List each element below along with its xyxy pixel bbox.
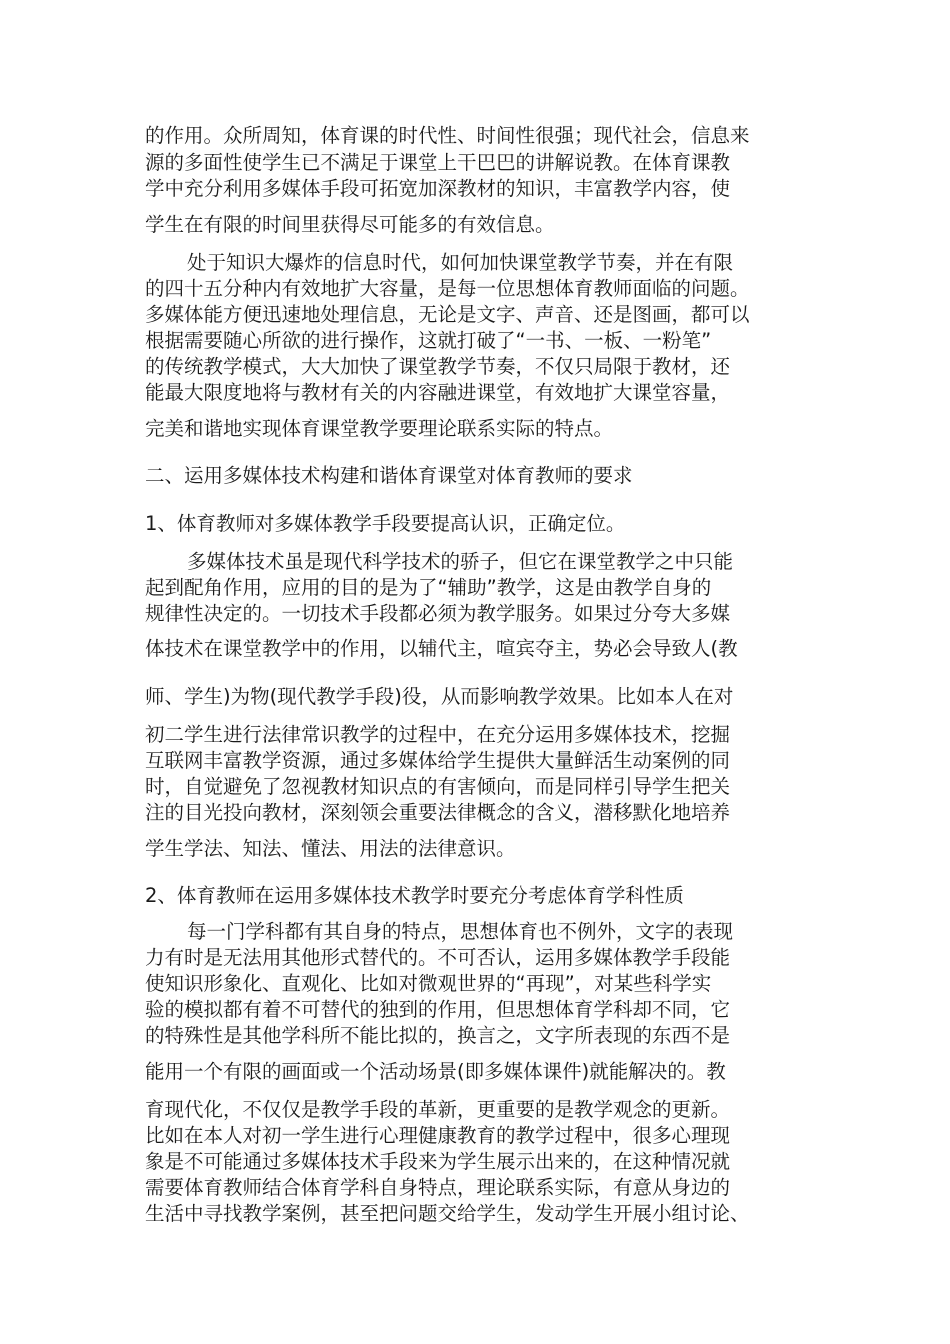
paragraph-line: 生活中寻找教学案例，甚至把问题交给学生，发动学生开展小组讨论、 xyxy=(145,1202,750,1225)
paragraph-line: 的特殊性是其他学科所不能比拟的，换言之，文字所表现的东西不是 xyxy=(145,1024,731,1047)
paragraph-line: 多媒体能方便迅速地处理信息，无论是文字、声音、还是图画，都可以 xyxy=(145,303,750,326)
paragraph-line: 每一门学科都有其自身的特点，思想体育也不例外，文字的表现 xyxy=(187,920,734,943)
paragraph-line: 比如在本人对初一学生进行心理健康教育的教学过程中，很多心理现 xyxy=(145,1124,731,1147)
paragraph-line: 时，自觉避免了忽视教材知识点的有害倾向，而是同样引导学生把关 xyxy=(145,775,731,798)
paragraph-line: 能用一个有限的画面或一个活动场景(即多媒体课件)就能解决的。教 xyxy=(145,1060,726,1083)
paragraph-line: 学生学法、知法、懂法、用法的法律意识。 xyxy=(145,837,516,860)
paragraph-line: 需要体育教师结合体育学科自身特点，理论联系实际，有意从身边的 xyxy=(145,1176,731,1199)
paragraph-line: 学中充分利用多媒体手段可拓宽加深教材的知识，丰富教学内容，使 xyxy=(145,177,731,200)
paragraph-line: 能最大限度地将与教材有关的内容融进课堂，有效地扩大课堂容量， xyxy=(145,381,731,404)
paragraph-line: 体技术在课堂教学中的作用，以辅代主，喧宾夺主，势必会导致人(教 xyxy=(145,637,738,660)
paragraph-line: 使知识形象化、直观化、比如对微观世界的“再现”，对某些科学实 xyxy=(145,972,712,995)
paragraph-line: 学生在有限的时间里获得尽可能多的有效信息。 xyxy=(145,213,555,236)
paragraph-line: 初二学生进行法律常识教学的过程中，在充分运用多媒体技术，挖掘 xyxy=(145,723,731,746)
paragraph-line: 验的模拟都有着不可替代的独到的作用，但思想体育学科却不同，它 xyxy=(145,998,731,1021)
paragraph-line: 完美和谐地实现体育课堂教学要理论联系实际的特点。 xyxy=(145,417,614,440)
subsection-heading: 1、体育教师对多媒体教学手段要提高认识，正确定位。 xyxy=(145,512,626,535)
paragraph-line: 处于知识大爆炸的信息时代，如何加快课堂教学节奏，并在有限 xyxy=(187,251,734,274)
paragraph-line: 师、学生)为物(现代教学手段)役，从而影响教学效果。比如本人在对 xyxy=(145,685,734,708)
section-heading: 二、运用多媒体技术构建和谐体育课堂对体育教师的要求 xyxy=(145,464,633,487)
paragraph-line: 根据需要随心所欲的进行操作，这就打破了“一书、一板、一粉笔” xyxy=(145,329,712,352)
paragraph-line: 的作用。众所周知，体育课的时代性、时间性很强；现代社会，信息来 xyxy=(145,124,750,147)
paragraph-line: 象是不可能通过多媒体技术手段来为学生展示出来的，在这种情况就 xyxy=(145,1150,731,1173)
paragraph-line: 起到配角作用，应用的目的是为了“辅助”教学，这是由教学自身的 xyxy=(145,576,712,599)
paragraph-line: 力有时是无法用其他形式替代的。不可否认，运用多媒体教学手段能 xyxy=(145,946,731,969)
paragraph-line: 育现代化，不仅仅是教学手段的革新，更重要的是教学观念的更新。 xyxy=(145,1098,731,1121)
paragraph-line: 互联网丰富教学资源，通过多媒体给学生提供大量鲜活生动案例的同 xyxy=(145,749,731,772)
paragraph-line: 的四十五分种内有效地扩大容量，是每一位思想体育教师面临的问题。 xyxy=(145,277,750,300)
paragraph-line: 的传统教学模式，大大加快了课堂教学节奏，不仅只局限于教材，还 xyxy=(145,355,731,378)
paragraph-line: 规律性决定的。一切技术手段都必须为教学服务。如果过分夸大多媒 xyxy=(145,602,731,625)
paragraph-line: 注的目光投向教材，深刻领会重要法律概念的含义，潜移默化地培养 xyxy=(145,801,731,824)
subsection-heading: 2、体育教师在运用多媒体技术教学时要充分考虑体育学科性质 xyxy=(145,884,684,907)
paragraph-line: 源的多面性使学生已不满足于课堂上干巴巴的讲解说教。在体育课教 xyxy=(145,151,731,174)
paragraph-line: 多媒体技术虽是现代科学技术的骄子，但它在课堂教学之中只能 xyxy=(187,550,734,573)
